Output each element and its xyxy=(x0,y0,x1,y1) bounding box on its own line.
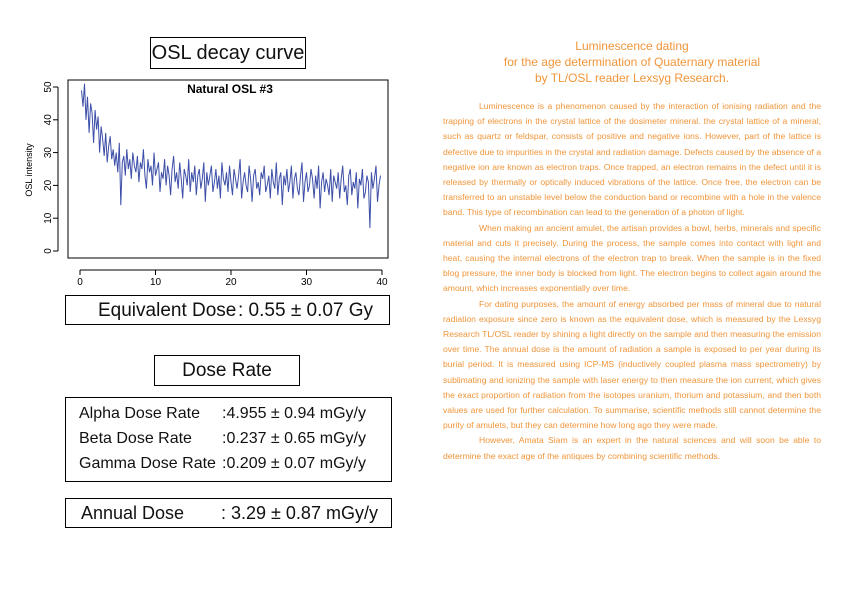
annual-dose-box xyxy=(65,498,392,528)
osl-chart xyxy=(10,75,395,290)
y-tick-label: 20 xyxy=(43,179,54,191)
x-tick-label: 10 xyxy=(149,277,162,288)
x-tick-label: 30 xyxy=(300,277,313,288)
annual-dose-value: : 3.29 ± 0.87 mGy/y xyxy=(221,503,378,523)
y-tick-label: 0 xyxy=(43,248,54,254)
article-paragraph: For dating purposes, the amount of energy absorbed per mass of mineral due to natural radiation exposure since zero is known as the equivalent dose, which is measured by the Lexsyg Research TL/OSL reader by shining a light directly on the sample and then measuring the emission over time. The annual dose is the amount of radiation a sample is exposed to per year during its burial period. It is measured using ICP-MS (inductively coupled plasma mass spectrometry) by sublimating and ionizing the sample with laser energy to then measure the ion current, which gives the exact proportion of radiation from the isotopes uranium, thorium and potassium, and then both values are used for further calculation. To summarise, scientific methods still cannot determine the purity of amulets, but they can determine how long ago they were made. xyxy=(443,298,821,431)
x-tick-label: 40 xyxy=(376,277,388,288)
dose-rate-label: Gamma Dose Rate xyxy=(79,455,216,472)
x-tick-label: 20 xyxy=(225,277,237,288)
article-paragraph: However, Amata Siam is an expert in the natural sciences and will soon be able to determine the exact age of the antiques by combining scientific methods. xyxy=(443,435,821,461)
y-tick-label: 30 xyxy=(43,147,54,159)
dose-rate-value: :4.955 ± 0.94 mGy/y xyxy=(222,405,366,422)
dose-rate-box xyxy=(65,397,392,482)
dose-rate-value: :0.237 ± 0.65 mGy/y xyxy=(222,430,366,447)
y-tick-label: 40 xyxy=(43,114,54,126)
article-title xyxy=(443,38,821,86)
chart-heading: OSL decay curve xyxy=(150,37,306,69)
equivalent-dose-box xyxy=(65,295,390,325)
y-axis-label: OSL intensity xyxy=(24,143,34,197)
dose-rate-value: :0.209 ± 0.07 mGy/y xyxy=(222,455,366,472)
y-tick-label: 10 xyxy=(43,212,54,224)
article-paragraph: When making an ancient amulet, the artisan provides a bowl, herbs, minerals and specific material and cuts it precisely. During the process, the sample comes into contact with light and heat, causing the internal electrons of the electron trap to break. When the sample is in the fixed blog pressure, the inner body is blocked from light. The electron begins to collect again around the amount, which increases exponentially over time. xyxy=(443,222,821,294)
article xyxy=(443,38,821,464)
osl-chart-svg xyxy=(10,75,395,290)
article-paragraph: Luminescence is a phenomenon caused by the interaction of ionising radiation and the trapping of electrons in the crystal lattice of the dosimeter mineral. the crystal lattice of a mineral, such as quartz or feldspar, consists of positive and negative ions. However, part of the lattice is defective due to impurities in the crystal and radiation damage. Defects caused by the absence of a negative ion are known as electron traps. Once trapped, an electron remains in the defect until it is released by thermally or optically induced vibrations of the lattice. Once free, the electron can be transferred to an unstable level below the conduction band or recombine with a hole in the valence band. This type of recombination can lead to the generation of a photon of light. xyxy=(443,101,821,218)
chart-title: Natural OSL #3 xyxy=(187,82,273,96)
x-tick-label: 0 xyxy=(77,277,83,288)
article-title-line: Luminescence dating xyxy=(575,39,689,53)
dose-rate-label: Alpha Dose Rate xyxy=(79,405,200,422)
article-title-line: for the age determination of Quaternary material xyxy=(503,55,761,69)
annual-dose-label: Annual Dose xyxy=(81,503,185,523)
y-tick-label: 50 xyxy=(43,81,54,93)
plot-frame xyxy=(68,80,388,258)
dose-rate-heading: Dose Rate xyxy=(154,355,300,386)
equivalent-dose-value: : 0.55 ± 0.07 Gy xyxy=(238,300,374,321)
equivalent-dose-label: Equivalent Dose xyxy=(98,300,237,321)
dose-rate-label: Beta Dose Rate xyxy=(79,430,192,447)
article-title-line: by TL/OSL reader Lexsyg Research. xyxy=(534,71,730,85)
